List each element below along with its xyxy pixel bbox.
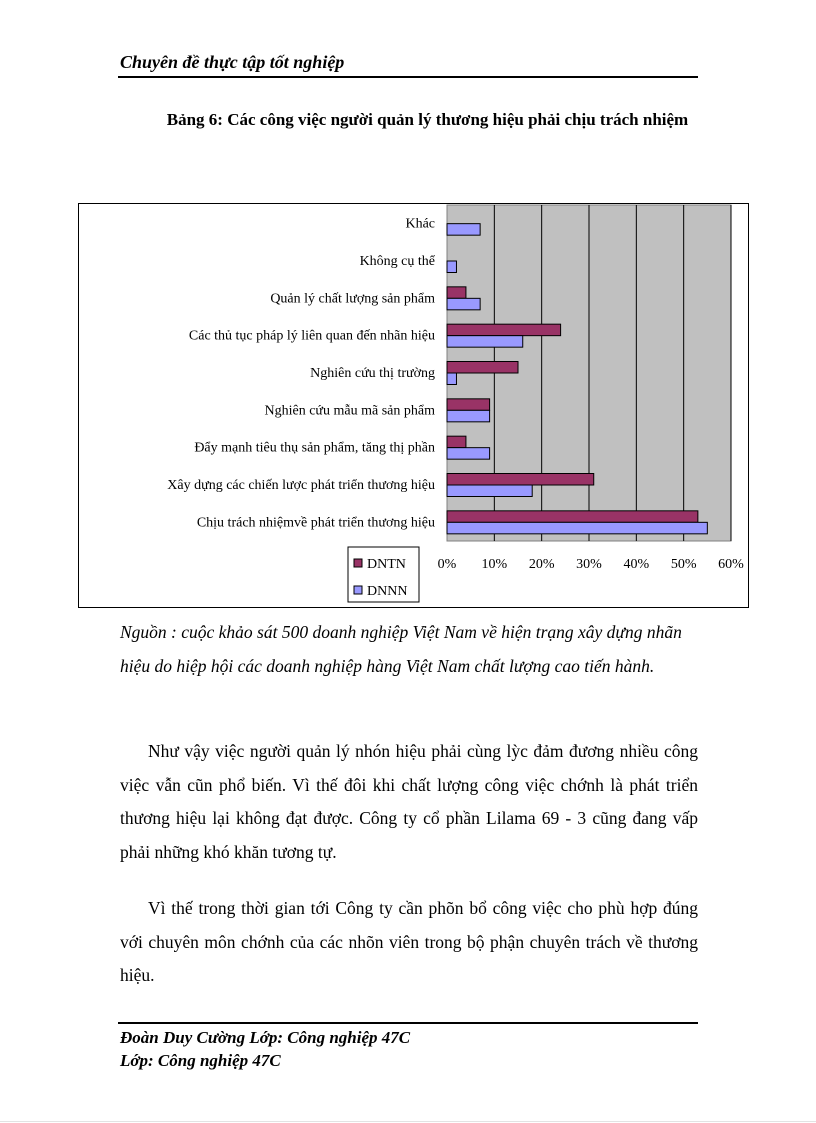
category-label: Chịu trách nhiệmvề phát triển thương hiệu <box>196 515 435 531</box>
x-tick-label: 30% <box>576 557 602 572</box>
legend-swatch-dnnn <box>354 586 362 594</box>
bar-dntn <box>447 511 698 523</box>
legend-swatch-dntn <box>354 559 362 567</box>
table-title: Bảng 6: Các công việc người quản lý thương hiệu phải chịu trách nhiệm <box>166 110 689 129</box>
bar-dnnn <box>447 410 490 422</box>
category-label: Không cụ thể <box>359 254 435 269</box>
bar-dnnn <box>447 298 480 310</box>
legend-label-dntn: DNTN <box>367 557 406 572</box>
x-tick-label: 40% <box>623 557 650 572</box>
bar-dntn <box>447 474 594 486</box>
running-header: Chuyên đề thực tập tốt nghiệp <box>120 52 345 72</box>
category-label: Quản lý chất lượng sản phẩm <box>270 291 435 307</box>
bar-dnnn <box>447 336 523 348</box>
category-label: Các thủ tục pháp lý liên quan đến nhãn hiệu <box>188 328 435 344</box>
bar-dntn <box>447 324 561 336</box>
footer-author: Đoàn Duy Cường Lớp: Công nghiệp 47C <box>120 1028 411 1047</box>
source-note: Nguồn : cuộc khảo sát 500 doanh nghiệp Việt Nam về hiện trạng xây dựng nhãn hiệu do hiệp hội các doanh nghiệp hàng Việt Nam chất lượng cao tiến hành. <box>120 622 682 676</box>
paragraph-2: Vì thế trong thời gian tới Công ty cần phõn bổ công việc cho phù hợp đúng với chuyên môn chớnh của các nhõn viên trong bộ phận chuyên trách về thương hiệu. <box>120 898 698 985</box>
category-label: Khác <box>405 216 435 232</box>
chart-svg <box>79 204 748 607</box>
bar-dntn <box>447 287 466 299</box>
category-label: Xây dựng các chiến lược phát triển thương hiệu <box>167 478 435 493</box>
page-edge <box>0 1121 816 1122</box>
bar-dntn <box>447 399 490 411</box>
bar-dnnn <box>447 261 456 273</box>
x-tick-label: 10% <box>481 557 508 572</box>
x-tick-label: 20% <box>528 557 555 572</box>
bar-dnnn <box>447 224 480 236</box>
bar-dntn <box>447 436 466 448</box>
paragraph-1: Như vậy việc người quản lý nhón hiệu phải cùng lỳc đảm đương nhiều công việc vẫn cũn phổ biến. Vì thế đôi khi chất lượng công việc chớnh là phát triển thương hiệu lại không đạt được. Công ty cổ phần Lilama 69 - 3 cũng đang vấp phải những khó khăn tương tự. <box>120 741 698 862</box>
header-rule <box>118 76 698 78</box>
x-tick-label: 0% <box>437 557 457 572</box>
bar-dnnn <box>447 522 707 534</box>
bar-dnnn <box>447 448 490 460</box>
footer-rule <box>118 1022 698 1024</box>
x-tick-label: 60% <box>718 557 744 572</box>
bar-dnnn <box>447 485 532 497</box>
category-label: Nghiên cứu mẫu mã sản phẩm <box>264 403 435 419</box>
category-label: Nghiên cứu thị trường <box>310 366 435 381</box>
bar-dntn <box>447 362 518 374</box>
x-tick-label: 50% <box>670 557 697 572</box>
bar-chart <box>78 203 749 608</box>
legend-label-dnnn: DNNN <box>367 584 408 599</box>
category-label: Đẩy mạnh tiêu thụ sản phẩm, tăng thị phần <box>194 440 435 456</box>
footer-class: Lớp: Công nghiệp 47C <box>120 1051 281 1070</box>
bar-dnnn <box>447 373 456 385</box>
